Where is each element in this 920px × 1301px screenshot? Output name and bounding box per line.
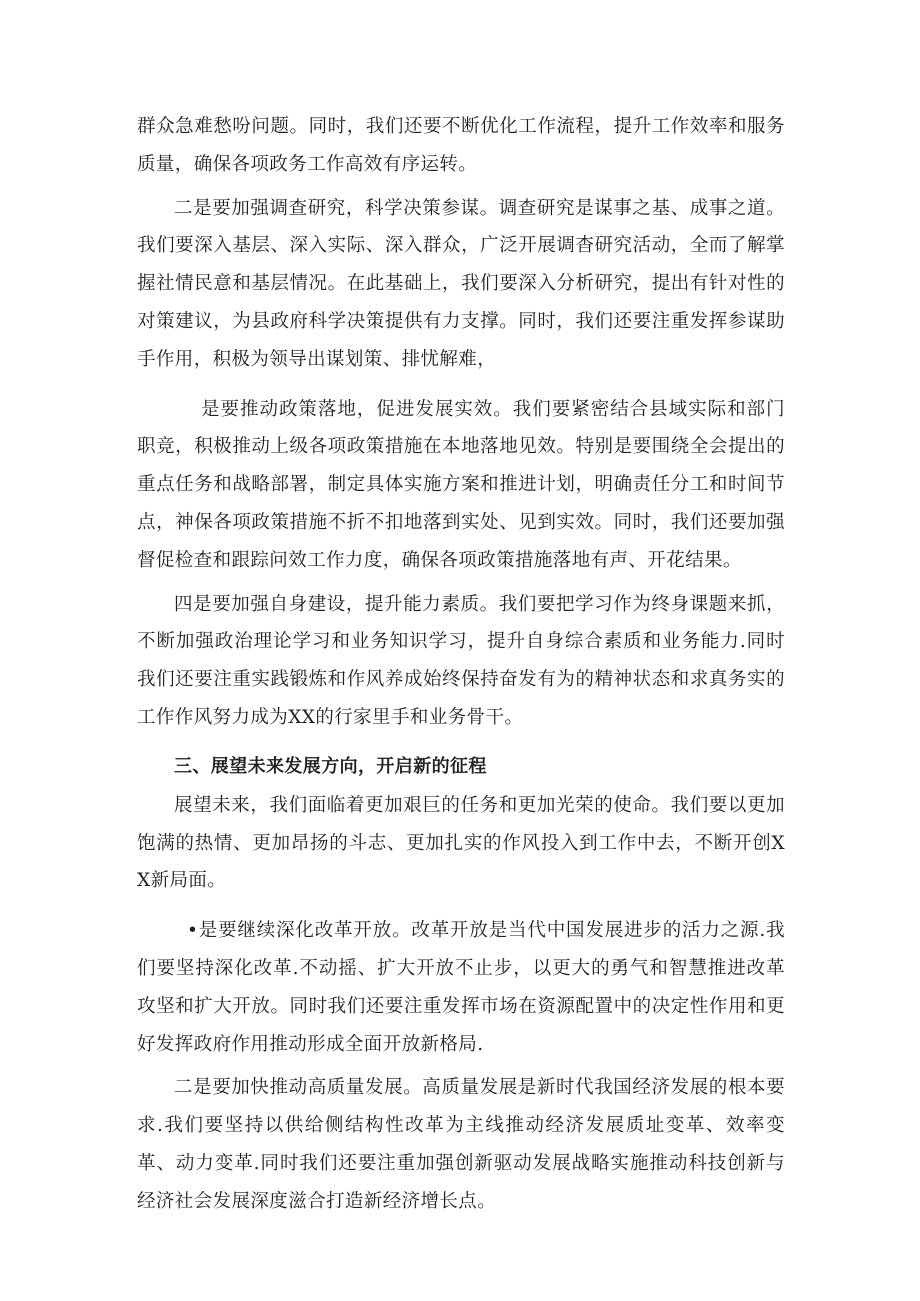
section-heading [137,747,785,787]
document-body [137,108,785,1221]
paragraph-continuation: 群众急难愁吩问题。同时，我们还要不断优化工作流程，提升工作效率和服务质量，确保各项政务工作高效有序运转。 [137,116,785,175]
paragraph-research: 二是要加强调查研究，科学决策参谋。调查研究是谋事之基、成事之道。我们要深入基层、深入实际、深入群众，广泛开展调杳研究活动，全而了解掌握社情民意和基层情况。在此基础上，我们要深入分析研究，提出有针对性的对策建议，为县政府科学决策提供有力支撑。同时，我们还要注重发挥参谋助手作用，积极为领导出谋划策、排忧解难， [137,197,785,370]
paragraph-outlook: 展望未来，我们面临着更加艰巨的任务和更加光荣的使命。我们要以更加饱满的热情、更加昂扬的斗志、更加扎实的作风投入到工作中去，不断开创XX新局面。 [137,794,785,892]
paragraph-quality-development: 二是要加快推动高质量发展。高质量发展是新时代我国经济发展的根本要求.我们要坚持以供给侧结构性改革为主线推动经济发展质址变革、效率变革、动力变革.同时我们还要注重加强创新驱动发展战略实施推动科技创新与经济社会发展深度滋合打造新经济增长点。 [137,1077,785,1212]
section-heading-text: 三、展望未来发展方向，开启新的征程 [174,755,487,777]
paragraph-self-building: 四是要加强自身建设，提升能力素质。我们要把学习作为终身课题来抓，不断加强政治理论学习和业务知识学习，提升自身综合素质和业务能力.同时我们还要注重实践锻炼和作风养成始终保持奋发有为的精神状态和求真务实的工作作风努力成为XX的行家里手和业务骨干。 [137,593,785,728]
paragraph-policy: 是要推动政策落地，促进发展实效。我们要紧密结合县域实际和部门职竞，积极推动上级各项政策措施在本地落地见效。特别是要围绕全会提出的重点任务和战略部署，制定具体实施方案和推进计划，明确责任分工和时间节点，神保各项政策措施不折不扣地落到实处、见到实效。同时，我们还要加强督促检查和跟踪问效工作力度，确保各项政策措施落地有声、开花结果。 [137,398,785,571]
paragraph-reform: •是要继续深化改革开放。改革开放是当代中国发展进步的活力之源.我们要坚持深化改革.不动摇、扩大开放不止步，以更大的勇气和智慧推进改革攻坚和扩大开放。同时我们还要注重发挥市场在资源配置中的决定性作用和更好发挥政府作用推动形成全面开放新格局. [137,920,785,1055]
